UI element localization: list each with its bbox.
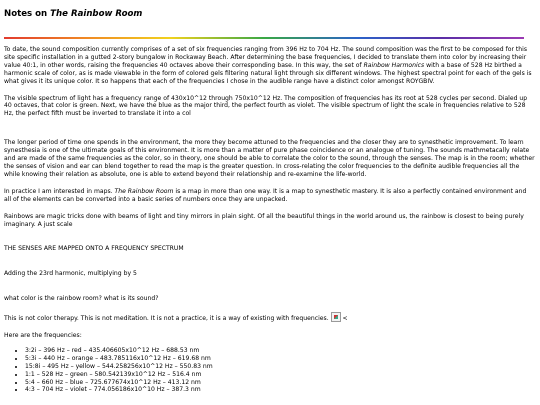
paragraph-intro [4,46,535,86]
frequency-item-yellow: • 15:8i – 495 Hz – yellow – 544.258256x10^12 Hz – 550.83 nm [25,363,535,371]
paragraph-visible-spectrum: The visible spectrum of light has a frequency range of 430x10^12 through 750x10^12 Hz. The composition of frequencies has its root at 528 cycles per second. Dialed up 40 octaves, that color is green. Next, we have the blue as the major third, the perfect fourth as violet. The visible spectrum of light the scale in frequencies relative to 528 Hz, the perfect fifth must be inverted to translate it into a col [4,94,528,118]
page-title [4,8,535,20]
frequency-item-green: • 1:1 – 528 Hz – green – 580.542139x10^12 Hz – 516.4 nm [25,371,535,379]
paragraph-maps-emphasis: The Rainbow Room [114,187,174,195]
paragraph-not-therapy-text: This is not color therapy. This is not meditation. It is not a practice, it is a way of existing with frequencies. [4,315,331,323]
frequency-item-violet: • 4:3 – 704 Hz – violet – 774.056186x10^10 Hz – 387.3 nm [25,386,535,394]
frequency-list [4,347,535,394]
page-title-italic: The Rainbow Room [50,9,143,19]
paragraph-maps-text-b: is a map in more than one way. It is a map to synesthetic mastery. It is also a perfectly contained environment and all of the elements can be converted into a basic series of numbers once they are unpacked. [4,187,527,203]
paragraph-senses-mapped: THE SENSES ARE MAPPED ONTO A FREQUENCY SPECTRUM [4,245,184,253]
paragraph-intro-text-a: To date, the sound composition currently comprises of a set of six frequencies ranging from 396 Hz to 704 Hz. The sound composition was the first to be composed for this site specific installation in a gutted 2-story bungalow in Rockaway Beach. After determining the base frequencies, I decided to translate them into color by increasing their value 40:1, in other words, raising the frequencies 40 octaves above their corresponding base. In this way, the set of [4,46,528,69]
paragraph-maps-text-a: In practice I am interested in maps. [4,187,115,195]
paragraph-not-therapy-tail: < [340,315,348,323]
paragraph-intro-text-b: with a base of 528 Hz birthed a harmonic scale of color, as is made viewable in the form of colored gels filtering natural light through six different windows. The highest spectral point for each of the gels is what gives it its unique color. It so happens that each of the frequencies I chose in the audible range have a distinct color amongst ROYGBIV. [4,61,532,85]
broken-image-icon [331,312,341,322]
rainbow-divider [4,37,524,39]
frequency-item-blue: • 5:4 – 660 Hz – blue – 725.677674x10^12 Hz – 413.12 nm [25,379,535,387]
paragraph-rainbows: Rainbows are magic tricks done with beams of light and tiny mirrors in plain sight. Of all the beautiful things in the world around us, the rainbow is closest to being purely imaginary. A just scale [4,212,524,228]
paragraph-not-therapy [4,312,535,323]
paragraph-question: what color is the rainbow room? what is its sound? [4,295,159,303]
paragraph-synesthesia: The longer period of time one spends in the environment, the more they become attuned to the frequencies and the closer they are to synesthetic improvement. To learn synesthesia is one of the ultimate goals of this environment. It is more than a matter of pure phase coincidence or an analogue of tuning. The sounds mathmetacally relate and are made of the same frequencies as the color, so in theory, one should be able to correlate the color to the sound, through the senses. The map is in the room; whether the senses of vision and ear can blend together to read the map is the greater question. In cross-relating the color frequencies to the definite audible frequencies all the while knowing their relation as absolute, one is able to extend beyond their relationship and re-examine the life-world. [4,139,535,178]
frequency-item-orange: • 5:3i – 440 Hz – orange – 483.785116x10^12 Hz – 619.68 nm [25,355,535,363]
paragraph-intro-emphasis: Rainbow Harmonics [363,61,425,69]
page-title-prefix: Notes on [4,9,51,19]
paragraph-maps [4,188,535,204]
paragraph-harmonic: Adding the 23rd harmonic, multiplying by 5 [4,270,137,278]
frequencies-intro: Here are the frequencies: [4,332,82,340]
frequency-item-red: • 3:2i – 396 Hz – red – 435.406605x10^12 Hz – 688.53 nm [25,347,535,355]
